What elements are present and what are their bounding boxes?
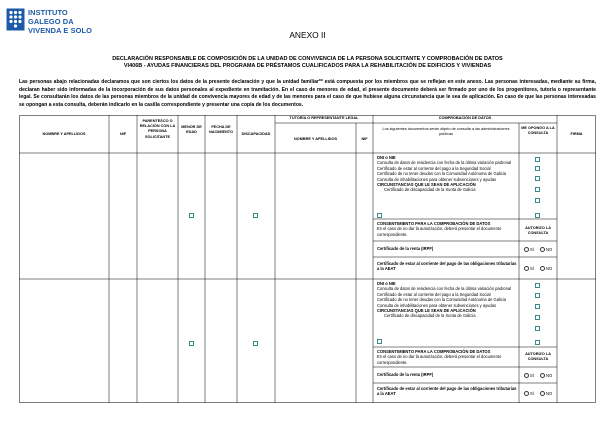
discapacidad-checkbox[interactable] xyxy=(253,341,258,346)
aeat-label: Certificado de estar al corriente del pago de las obligaciones tributarias a la AEAT xyxy=(377,386,517,397)
annex-label: ANEXO II xyxy=(289,30,326,40)
irpf-label: Certificado de la renta (IRPF) xyxy=(377,246,434,251)
consentimiento-block: CONSENTIMIENTO PARA LA COMPROBACIÓN DE DATOS En el caso de no dar la autorización, deberá presentar el documento correspondiente. xyxy=(377,349,502,365)
menor-checkbox[interactable] xyxy=(189,213,194,218)
opongo-seg-social-checkbox[interactable] xyxy=(535,304,540,309)
header-parentesco: PARENTESCO O RELACIÓN CON LA PERSONA SOLICITANTE xyxy=(139,119,176,139)
aeat-label: Certificado de estar al corriente del pago de las obligaciones tributarias a la AEAT xyxy=(377,261,517,272)
irpf-si-label: SÍ xyxy=(530,247,534,252)
opongo-dni-checkbox[interactable] xyxy=(535,157,540,162)
aeat-si-label: SÍ xyxy=(530,266,534,271)
members-table xyxy=(19,115,596,403)
header-fecha: FECHA DE NACIMIENTO xyxy=(209,125,233,135)
aeat-no-radio[interactable] xyxy=(540,391,545,396)
opongo-residencia-checkbox[interactable] xyxy=(535,166,540,171)
header-comp-sub: Los siguientes documentos serán objeto de consulta a las administraciones públicas xyxy=(382,127,510,137)
header-discapacidad: DISCAPACIDAD xyxy=(241,132,271,136)
doc-list: DNI o NIE Consulta de datos de residencia con fecha de la última variación padronal Certificado de estar al corriente del pago a la Seguridad Social Certificado de no tener deudas con la Comunidad Autónoma de Galicia Consulta de inhabilitaciones para obtener subvenciones y ayudas CIRCUNSTANCIAS QUE LE SEAN DE APLICACIÓN Certificado de discapacidad de la Xunta de Galicia xyxy=(377,155,512,193)
discapacidad-cert-checkbox[interactable] xyxy=(377,339,382,344)
opongo-discapacidad-checkbox[interactable] xyxy=(535,340,540,345)
opongo-dni-checkbox[interactable] xyxy=(535,283,540,288)
irpf-no-label: NO xyxy=(546,373,553,378)
menor-checkbox[interactable] xyxy=(189,341,194,346)
document-title: DECLARACIÓN RESPONSABLE DE COMPOSICIÓN DE LA UNIDAD DE CONVIVENCIA DE LA PERSONA SOLICITANTE Y COMPROBACIÓN DE DATOS VI406B - AYUDAS FINANCIERAS DEL PROGRAMA DE PRÉSTAMOS CUALIFICADOS PARA LA REHABILITACIÓN DE EDIFICIOS Y VIVIENDAS xyxy=(112,56,503,70)
aeat-no-label: NO xyxy=(546,391,553,396)
aeat-si-radio[interactable] xyxy=(524,391,529,396)
aeat-no-label: NO xyxy=(546,266,553,271)
autorizo-label: AUTORIZO LA CONSULTA xyxy=(525,226,551,236)
irpf-si-radio[interactable] xyxy=(524,373,529,378)
header-tutoria: TUTORÍA O REPRESENTANTE LEGAL xyxy=(289,116,359,120)
header-nif: NIF xyxy=(119,132,127,136)
opongo-seg-social-checkbox[interactable] xyxy=(535,176,540,181)
header-tutor-nif: NIF xyxy=(361,137,368,141)
opongo-residencia-checkbox[interactable] xyxy=(535,293,540,298)
consentimiento-block: CONSENTIMIENTO PARA LA COMPROBACIÓN DE DATOS En el caso de no dar la autorización, deberá presentar el documento correspondiente. xyxy=(377,221,502,237)
irpf-si-radio[interactable] xyxy=(524,247,529,252)
opongo-inhabilitaciones-checkbox[interactable] xyxy=(535,198,540,203)
header-me-opongo: ME OPONGO A LA CONSULTA xyxy=(521,126,555,136)
header-tutor-nombre: NOMBRE Y APELLIDOS xyxy=(294,137,337,141)
header-firma: FIRMA xyxy=(570,132,583,136)
doc-list: DNI o NIE Consulta de datos de residencia con fecha de la última variación padronal Certificado de estar al corriente del pago a la Seguridad Social Certificado de no tener deudas con la Comunidad Autónoma de Galicia Consulta de inhabilitaciones para obtener subvenciones y ayudas CIRCUNSTANCIAS QUE LE SEAN DE APLICACIÓN Certificado de discapacidad de la Xunta de Galicia xyxy=(377,281,512,319)
intro-paragraph: Las personas abajo relacionadas declaramos que son ciertos los datos de la presente declaración y que la unidad familiar** está compuesta por los miembros que se reflejan en este anexo. Las personas interesadas, mediante su firma, declaran haber sido informadas de la incorporación de sus datos personales al expediente en tramitación. En el caso de menores de edad, el presente documento deberá ser firmado por uno de los progenitores, tutor/a o representante legal. Se consultarán los datos de las personas miembros de la unidad de convivencia mayores de edad y de las menores para el caso de que hubiese alguna circunstancia que le sea de aplicación. En caso de que las personas interesadas se opongan a esta consulta, deberán indicarlo en la casilla correspondiente y presentar una copia de los documentos. xyxy=(19,79,596,108)
irpf-no-radio[interactable] xyxy=(540,373,545,378)
irpf-no-radio[interactable] xyxy=(540,247,545,252)
irpf-si-label: SÍ xyxy=(530,373,534,378)
opongo-galicia-checkbox[interactable] xyxy=(535,315,540,320)
logo xyxy=(6,6,108,50)
header-menor: MENOR DE EDAD xyxy=(181,125,202,135)
irpf-no-label: NO xyxy=(546,247,553,252)
aeat-no-radio[interactable] xyxy=(540,266,545,271)
opongo-galicia-checkbox[interactable] xyxy=(535,187,540,192)
discapacidad-checkbox[interactable] xyxy=(253,213,258,218)
aeat-si-radio[interactable] xyxy=(524,266,529,271)
header-nombre: NOMBRE Y APELLIDOS xyxy=(42,132,86,136)
autorizo-label: AUTORIZO LA CONSULTA xyxy=(525,352,551,362)
opongo-inhabilitaciones-checkbox[interactable] xyxy=(535,326,540,331)
header-comprobacion: COMPROBACIÓN DE DATOS xyxy=(438,116,492,120)
aeat-si-label: SÍ xyxy=(530,391,534,396)
opongo-discapacidad-checkbox[interactable] xyxy=(535,213,540,218)
shield-logo-icon xyxy=(6,8,25,31)
logo-text: INSTITUTO GALEGO DA VIVENDA E SOLO xyxy=(28,8,92,36)
irpf-label: Certificado de la renta (IRPF) xyxy=(377,372,434,377)
discapacidad-cert-checkbox[interactable] xyxy=(377,213,382,218)
